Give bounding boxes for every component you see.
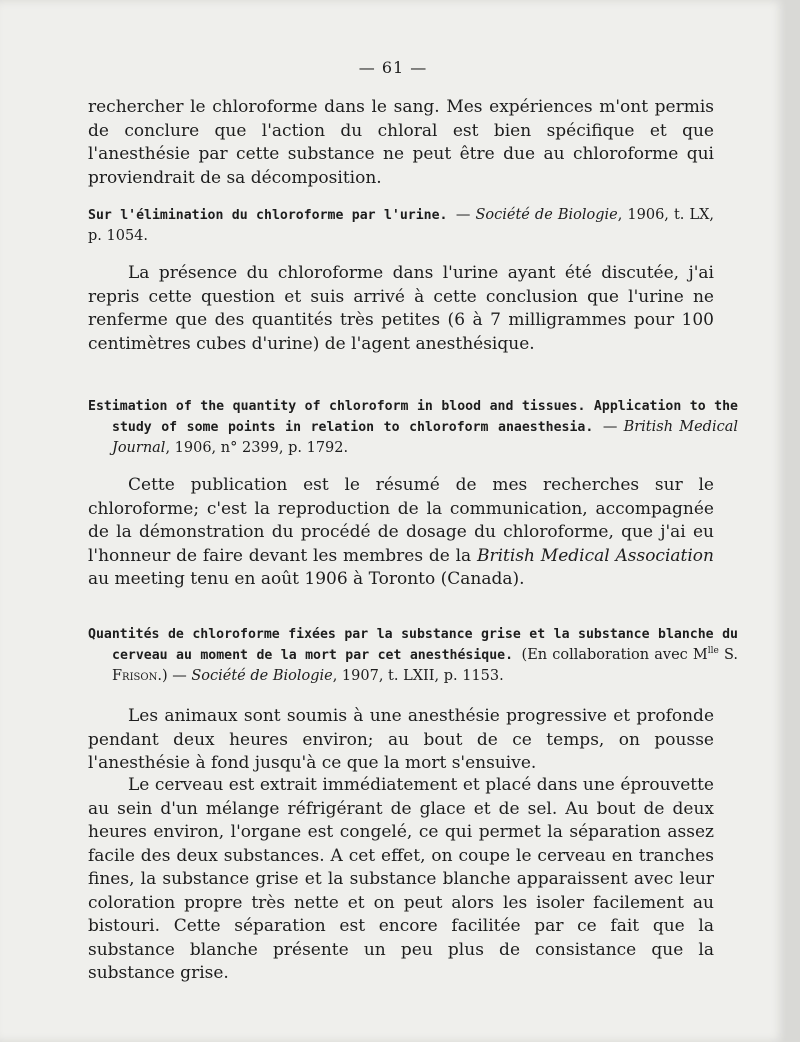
section-2-body (88, 474, 714, 592)
section-1-ref-details: , 1906, t. LX, p. 1054. (88, 207, 715, 244)
section-3-ref-details: , 1907, t. LXII, p. 1153. (332, 668, 504, 684)
section-3-collab-name: S. Frison.) (112, 647, 738, 684)
section-1-body: La présence du chloroforme dans l'urine ayant été discutée, j'ai repris cette question et suis arrivé à cette conclusion que l'urine ne renferme que des quantités très petites (6 à 7 milligrammes pour 100 centimètres cubes d'urine) de l'agent anesthésique. (88, 263, 714, 354)
section-2-body-text-2: au meeting tenu en août 1906 à Toronto (Canada). (88, 569, 525, 589)
section-1-title: Sur l'élimination du chloroforme par l'urine. (88, 208, 448, 223)
section-3-journal: Société de Biologie (191, 668, 333, 684)
section-2-body-text-1: Cette publication est le résumé de mes recherches sur le chloroforme; c'est la reproduction de la communication, accompagnée de la démonstration du procédé de dosage du chloroforme, que j'ai eu l'honneur de faire devant les membres de la (88, 475, 714, 566)
section-3-body-2: Le cerveau est extrait immédiatement et placé dans une éprouvette au sein d'un mélange réfrigérant de glace et de sel. Au bout de deux heures environ, l'organe est congelé, ce qui permet la séparation assez facile des deux substances. A cet effet, on coupe le cerveau en tranches fines, la substance grise et la substance blanche apparaissent avec leur coloration propre très nette et on peut alors les isoler facilement au bistouri. Cette séparation est encore facilitée par ce fait que la substance blanche présente un peu plus de consistance que la substance grise. (88, 775, 714, 983)
section-2-journal: British Medical Journal (112, 419, 738, 456)
section-2-heading: Estimation of the quantity of chloroform in blood and tissues. Application to the study of some points in relation to chloroform anaesthesia. — British Medical Journal, 1906, n° 2399, p. 1792. (88, 399, 738, 456)
section-3-collab-sup: lle (707, 646, 719, 657)
section-2-title: Estimation of the quantity of chloroform in blood and tissues. Application to the study of some points in relation to chloroform anaesthesia. (88, 399, 738, 435)
section-1-heading: Sur l'élimination du chloroforme par l'urine. — Société de Biologie, 1906, t. LX, p. 1054. (88, 207, 715, 244)
section-2-body-italic: British Medical Association (477, 545, 714, 566)
section-3-title: Quantités de chloroforme fixées par la substance grise et la substance blanche du cerveau au moment de la mort par cet anesthésique. (88, 627, 738, 663)
section-3-collab-prefix: (En collaboration avec M (521, 647, 708, 663)
page-number: — 61 — (358, 58, 428, 77)
intro-paragraph: rechercher le chloroforme dans le sang. Mes expériences m'ont permis de conclure que l'action du chloral est bien spécifique et que l'anesthésie par cette substance ne peut être due au chloroforme qui proviendrait de sa décomposition. (88, 97, 714, 188)
section-3-body-1: Les animaux sont soumis à une anesthésie progressive et profonde pendant deux heures environ; au bout de ce temps, on pousse l'anesthésie à fond jusqu'à ce que la mort s'ensuive. (88, 706, 714, 773)
section-2-ref-details: , 1906, n° 2399, p. 1792. (165, 440, 349, 456)
section-1-journal: Société de Biologie (475, 207, 618, 223)
section-3-heading: Quantités de chloroforme fixées par la substance grise et la substance blanche du cerveau au moment de la mort par cet anesthésique. (En collaboration avec $M^{lle}$ S. Frison.) — Société de Biologie, 1907, t. LXII, p. 1153. (88, 627, 738, 684)
